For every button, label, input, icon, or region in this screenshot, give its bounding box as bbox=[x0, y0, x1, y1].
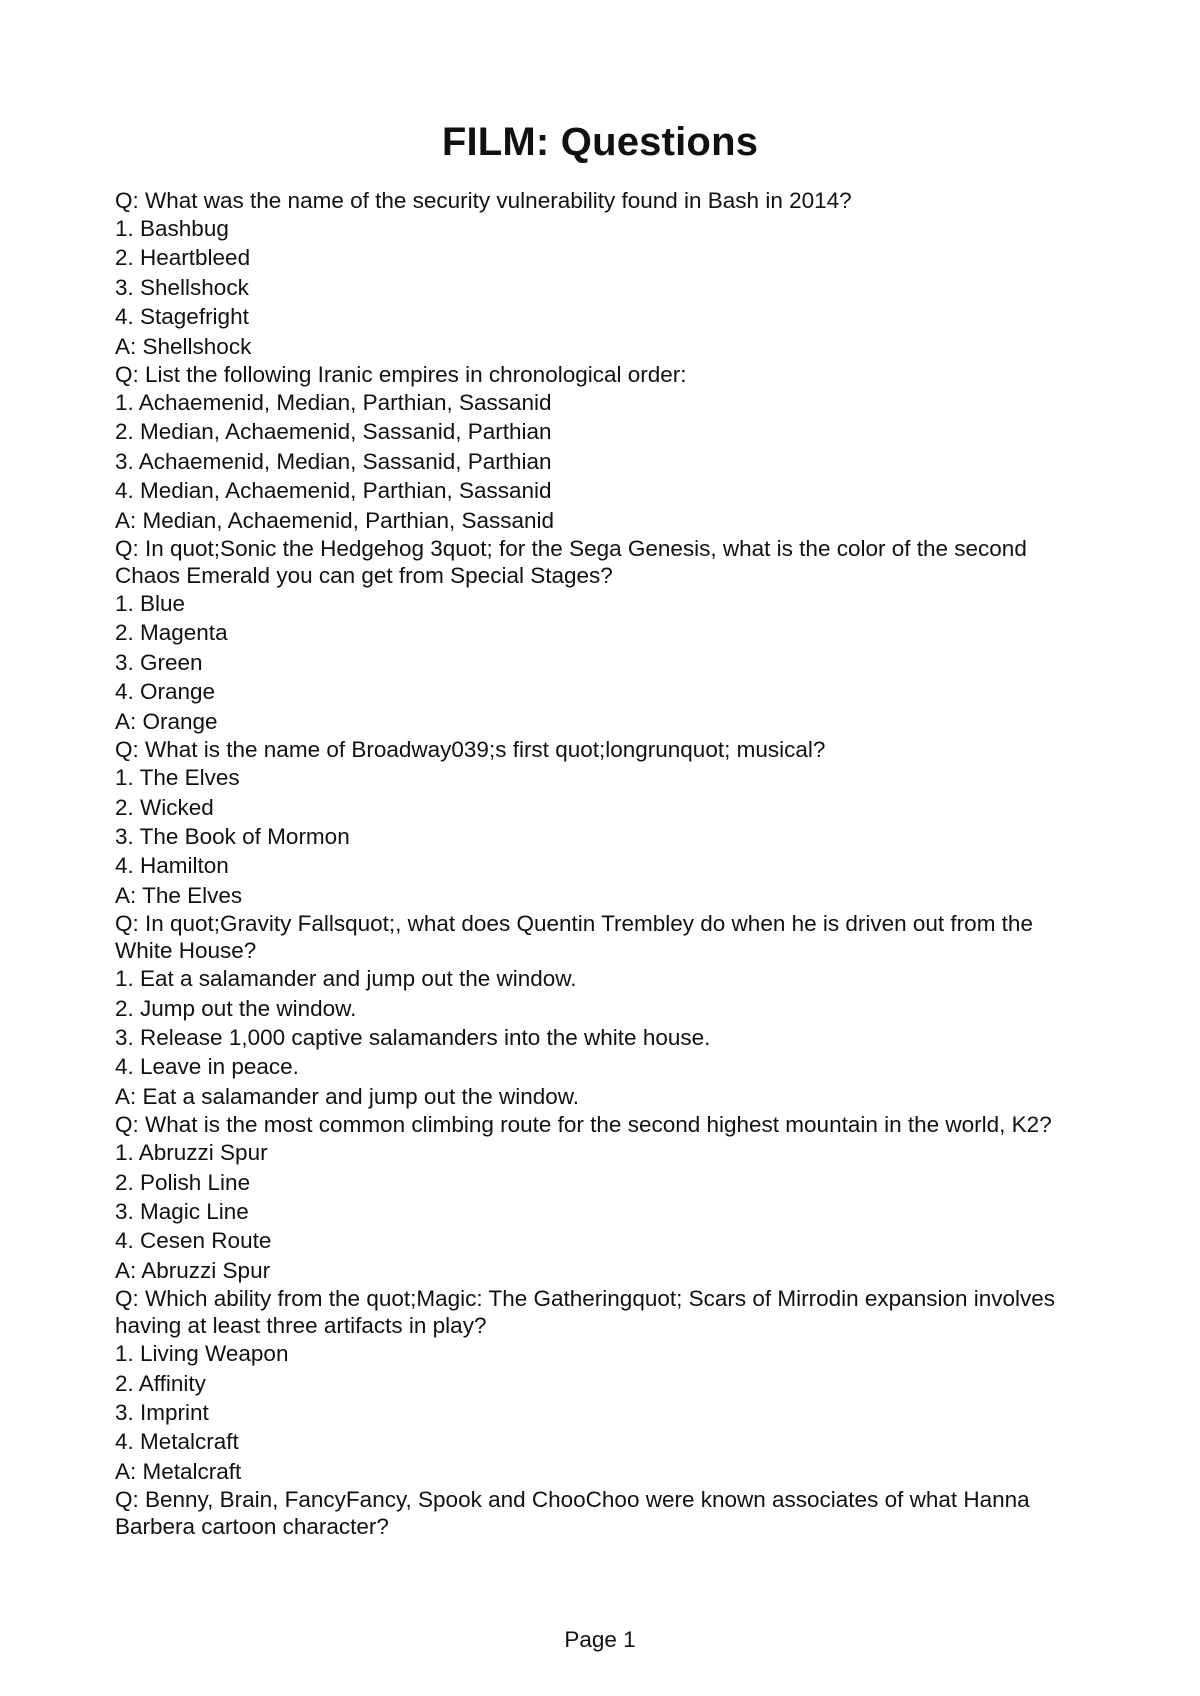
question-text: Q: What is the name of Broadway039;s first quot;longrunquot; musical? bbox=[115, 737, 826, 763]
answer-option: 4. Leave in peace. bbox=[115, 1054, 299, 1080]
question-block-2 bbox=[115, 361, 1085, 535]
question-text: Q: In quot;Sonic the Hedgehog 3quot; for the Sega Genesis, what is the color of the second Chaos Emerald you can get from Special Stages? bbox=[115, 536, 1027, 589]
correct-answer: A: Abruzzi Spur bbox=[115, 1257, 271, 1283]
question-block-1 bbox=[115, 187, 1085, 361]
correct-answer: A: Eat a salamander and jump out the window. bbox=[115, 1083, 580, 1109]
answer-option: 3. Release 1,000 captive salamanders into the white house. bbox=[115, 1024, 711, 1050]
answer-option: 1. Achaemenid, Median, Parthian, Sassanid bbox=[115, 390, 552, 416]
answer-option: 4. Cesen Route bbox=[115, 1228, 272, 1254]
answer-option: 2. Affinity bbox=[115, 1370, 206, 1396]
answer-option: 4. Median, Achaemenid, Parthian, Sassanid bbox=[115, 478, 552, 504]
answer-option: 4. Hamilton bbox=[115, 853, 229, 879]
answer-option: 3. Magic Line bbox=[115, 1198, 249, 1224]
answer-option: 1. Abruzzi Spur bbox=[115, 1140, 268, 1166]
question-block-8 bbox=[115, 1486, 1085, 1540]
question-block-5 bbox=[115, 910, 1085, 1111]
question-block-7 bbox=[115, 1285, 1085, 1486]
answer-option: 2. Polish Line bbox=[115, 1169, 251, 1195]
answer-option: 1. Eat a salamander and jump out the window. bbox=[115, 966, 577, 992]
question-block-3 bbox=[115, 535, 1085, 736]
answer-option: 2. Jump out the window. bbox=[115, 995, 357, 1021]
answer-option: 4. Orange bbox=[115, 679, 216, 705]
question-text: Q: Which ability from the quot;Magic: The Gatheringquot; Scars of Mirrodin expansion involves having at least three artifacts in play? bbox=[115, 1286, 1056, 1339]
page-title: FILM: Questions bbox=[441, 120, 759, 164]
answer-option: 2. Magenta bbox=[115, 620, 228, 646]
page-number: Page 1 bbox=[564, 1627, 636, 1652]
answer-option: 3. Green bbox=[115, 649, 203, 675]
question-block-6 bbox=[115, 1111, 1085, 1285]
answer-option: 1. Blue bbox=[115, 591, 186, 617]
correct-answer: A: Shellshock bbox=[115, 333, 252, 359]
question-text: Q: What is the most common climbing route for the second highest mountain in the world, K2? bbox=[115, 1112, 1052, 1138]
answer-option: 1. The Elves bbox=[115, 765, 240, 791]
answer-option: 4. Metalcraft bbox=[115, 1429, 239, 1455]
correct-answer: A: Metalcraft bbox=[115, 1458, 242, 1484]
question-text: Q: Benny, Brain, FancyFancy, Spook and ChooChoo were known associates of what Hanna Barbera cartoon character? bbox=[115, 1487, 1030, 1540]
correct-answer: A: Median, Achaemenid, Parthian, Sassanid bbox=[115, 507, 555, 533]
correct-answer: A: Orange bbox=[115, 708, 218, 734]
answer-option: 3. Achaemenid, Median, Sassanid, Parthian bbox=[115, 448, 552, 474]
question-text: Q: In quot;Gravity Fallsquot;, what does Quentin Trembley do when he is driven out from the White House? bbox=[115, 911, 1033, 964]
answer-option: 2. Wicked bbox=[115, 794, 214, 820]
answer-option: 3. The Book of Mormon bbox=[115, 823, 350, 849]
answer-option: 2. Heartbleed bbox=[115, 245, 251, 271]
answer-option: 4. Stagefright bbox=[115, 304, 249, 330]
answer-option: 1. Bashbug bbox=[115, 216, 229, 241]
answer-option: 3. Shellshock bbox=[115, 274, 249, 300]
correct-answer: A: The Elves bbox=[115, 882, 243, 908]
answer-option: 2. Median, Achaemenid, Sassanid, Parthian bbox=[115, 419, 552, 445]
question-block-4 bbox=[115, 736, 1085, 910]
answer-option: 1. Living Weapon bbox=[115, 1341, 289, 1367]
answer-option: 3. Imprint bbox=[115, 1400, 209, 1425]
questions-list bbox=[115, 187, 1085, 1540]
question-text: Q: What was the name of the security vulnerability found in Bash in 2014? bbox=[115, 188, 852, 213]
question-text: Q: List the following Iranic empires in chronological order: bbox=[115, 362, 687, 388]
